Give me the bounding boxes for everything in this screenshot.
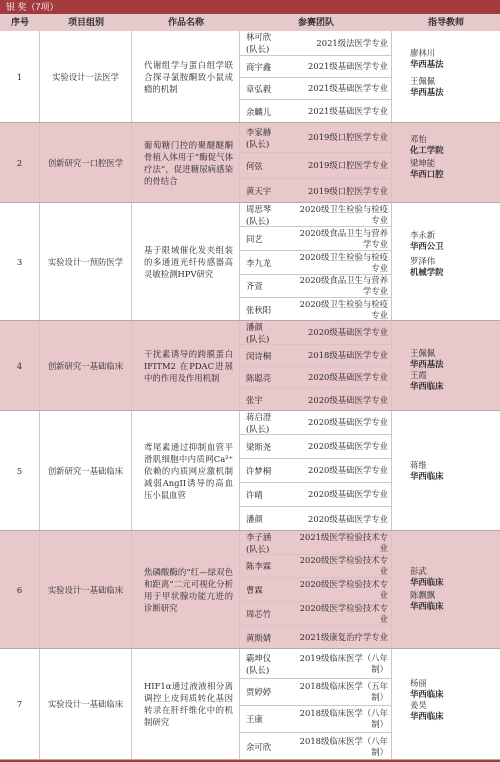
- advisor-cell: [392, 31, 500, 122]
- team-cell: [240, 31, 392, 122]
- member-major: 2021级康复治疗学专业: [299, 632, 388, 642]
- team-cell: [240, 203, 392, 320]
- member-name-text: 闵诗桐: [246, 350, 272, 361]
- member-name: [246, 251, 298, 274]
- team-cell: [240, 649, 392, 759]
- team-member: [240, 649, 392, 679]
- advisor-unit: 华西临床: [410, 711, 444, 721]
- team-member: [240, 483, 392, 507]
- advisor-name: 陈飘飘: [410, 590, 436, 600]
- member-name-text: 余可欣: [246, 741, 272, 752]
- advisor-cell: [392, 649, 500, 759]
- member-major: 2018级临床医学（八年制）: [299, 708, 388, 729]
- project-group: 创新研究一口腔医学: [40, 123, 132, 202]
- advisor-unit: 华西临床: [410, 689, 444, 699]
- advisor-unit: 华西基法: [410, 59, 444, 69]
- team-cell: [240, 321, 392, 410]
- advisor-name: 李永新: [410, 230, 436, 240]
- advisor-unit: 华西基法: [410, 359, 444, 369]
- awards-table: [0, 31, 500, 760]
- team-member: [240, 179, 392, 203]
- leader-tag: (队长): [246, 215, 270, 226]
- member-major: 2019级临床医学（八年制）: [299, 652, 388, 674]
- team-member: [240, 367, 392, 389]
- member-name: [246, 203, 298, 226]
- project-group: 实验设计一基础临床: [40, 649, 132, 759]
- member-major: 2020级基础医学专业: [308, 513, 388, 524]
- row-number: 4: [0, 321, 40, 410]
- member-name: [246, 435, 298, 458]
- leader-tag: (队长): [246, 333, 270, 344]
- team-member: [240, 298, 392, 321]
- member-major: 2021级医学检验技术专业: [299, 531, 388, 553]
- leader-tag: (队长): [246, 664, 270, 675]
- member-name: [246, 733, 298, 760]
- advisor-name: 罗泽伟: [410, 256, 436, 266]
- advisor-unit: 华西临床: [410, 601, 444, 611]
- member-name-text: 李九龙: [246, 257, 272, 268]
- member-major: 2020级基础医学专业: [308, 394, 388, 405]
- team-member: [240, 321, 392, 345]
- member-name-text: 霸坤仪: [246, 652, 272, 663]
- leader-tag: (队长): [246, 423, 270, 434]
- member-major: 2018级临床医学（八年制）: [299, 735, 388, 757]
- member-major: 2021级基础医学专业: [308, 106, 388, 116]
- table-row: [0, 203, 500, 321]
- project-title: 基于限域催化发夹组装的多通道光纤传感器高灵敏检测HPV研究: [132, 203, 240, 320]
- award-banner: 银 奖（7项）: [0, 0, 500, 14]
- member-name-text: 黄斯婧: [246, 632, 272, 643]
- member-name-text: 许梦桐: [246, 465, 272, 476]
- project-title: HIF1α通过液液相分离调控上皮间质转化基因转录在肝纤维化中的机制研究: [132, 649, 240, 759]
- leader-tag: (队长): [246, 543, 270, 554]
- member-name: [246, 367, 298, 388]
- member-name: [246, 78, 298, 99]
- member-name: [246, 507, 298, 531]
- advisor-unit: 机械学院: [410, 267, 444, 277]
- member-major: 2020级基础医学专业: [308, 441, 388, 451]
- member-name: [246, 578, 298, 601]
- team-member: [240, 153, 392, 179]
- advisor-cell: [392, 203, 500, 320]
- member-major: 2020级医学检验技术专业: [299, 602, 388, 624]
- member-name-text: 同艺: [246, 233, 263, 244]
- project-group: 实验设计一预防医学: [40, 203, 132, 320]
- team-member: [240, 251, 392, 275]
- row-number: 2: [0, 123, 40, 202]
- member-name-text: 张宇: [246, 395, 263, 405]
- advisor-cell: [392, 531, 500, 648]
- team-member: [240, 78, 392, 100]
- member-major: 2020级基础医学专业: [308, 465, 388, 475]
- project-group: 创新研究一基础临床: [40, 321, 132, 410]
- member-name-text: 陈李霖: [246, 561, 272, 571]
- team-member: [240, 435, 392, 459]
- member-name-text: 张秋阳: [246, 304, 272, 315]
- table-row: [0, 649, 500, 760]
- table-row: [0, 531, 500, 649]
- member-name-text: 蒋启澄: [246, 411, 272, 422]
- member-name: [246, 555, 298, 577]
- member-name: [246, 483, 298, 506]
- advisor-name: 姜昊: [410, 700, 427, 710]
- advisor-unit: 华西基法: [410, 87, 444, 97]
- member-major: 2020级基础医学专业: [308, 489, 388, 499]
- member-name: [246, 626, 298, 649]
- member-major: 2020级基础医学专业: [308, 417, 388, 427]
- member-name: [246, 123, 298, 152]
- member-major: 2021级基础医学专业: [308, 61, 388, 71]
- team-member: [240, 411, 392, 435]
- team-member: [240, 389, 392, 411]
- advisor-name: 梁坤能: [410, 158, 436, 168]
- member-name: [246, 459, 298, 482]
- team-member: [240, 507, 392, 531]
- member-name-text: 周芯竹: [246, 608, 272, 619]
- team-member: [240, 733, 392, 760]
- team-cell: [240, 531, 392, 648]
- leader-tag: (队长): [246, 138, 270, 149]
- team-member: [240, 31, 392, 56]
- advisor-unit: 华西临床: [410, 577, 444, 587]
- member-name-text: 王康: [246, 714, 263, 724]
- header-no: 序号: [10, 17, 29, 27]
- team-member: [240, 555, 392, 578]
- member-name-text: 潘颜: [246, 514, 263, 524]
- advisor-name: 王霞: [410, 370, 427, 380]
- advisor-name: 王佩佩: [410, 348, 436, 358]
- row-number: 3: [0, 203, 40, 320]
- advisor-unit: 化工学院: [410, 145, 444, 155]
- member-major: 2019级口腔医学专业: [308, 160, 388, 170]
- header-advisor: 指导教师: [427, 17, 464, 27]
- team-member: [240, 275, 392, 298]
- team-member: [240, 531, 392, 555]
- advisor-unit: 华西口腔: [410, 169, 444, 179]
- member-major: 2020级卫生检验与检疫专业: [299, 203, 388, 225]
- team-member: [240, 345, 392, 367]
- advisor-name: 蒋维: [410, 460, 427, 470]
- project-title: 焦磷酸酶的“红—绿双色和距离”二元可视化分析用于甲状腺功能亢进的诊断研究: [132, 531, 240, 648]
- project-title: 葡萄糖门控的聚醚醚酮骨植入体用于“酶促气体疗法”，促进糖尿病感染的骨结合: [132, 123, 240, 202]
- member-name-text: 黄天宇: [246, 186, 272, 196]
- member-name: [246, 179, 298, 203]
- advisor-unit: 华西公卫: [410, 241, 444, 251]
- team-member: [240, 679, 392, 706]
- project-title: 鸢尾素通过抑制血管平滑肌细胞中内质网Ca²⁺依赖的内质网应激机制减弱AngII诱导的高血压小鼠血管: [132, 411, 240, 530]
- team-member: [240, 100, 392, 123]
- project-group: 实验设计一法医学: [40, 31, 132, 122]
- row-number: 6: [0, 531, 40, 648]
- member-name-text: 齐萱: [246, 281, 263, 291]
- team-member: [240, 227, 392, 251]
- header-team: 参赛团队: [297, 17, 334, 27]
- member-name: [246, 31, 298, 55]
- header-title: 作品名称: [167, 17, 204, 27]
- member-name-text: 曹霖: [246, 584, 263, 595]
- member-name-text: 余麟儿: [246, 106, 272, 117]
- advisor-name: 杨丽: [410, 678, 427, 688]
- advisor-unit: 华西临床: [410, 381, 444, 391]
- member-name-text: 许晴: [246, 489, 263, 500]
- member-name: [246, 298, 298, 321]
- member-major: 2020级医学检验技术专业: [299, 555, 388, 576]
- member-major: 2019级口腔医学专业: [308, 185, 388, 196]
- member-name-text: 周思琴: [246, 203, 272, 214]
- project-group: 创新研究一基础临床: [40, 411, 132, 530]
- advisor-name: 彭武: [410, 566, 427, 576]
- table-row: [0, 321, 500, 411]
- member-name: [246, 345, 298, 366]
- member-name: [246, 56, 298, 77]
- member-name: [246, 649, 298, 678]
- advisor-cell: [392, 411, 500, 530]
- advisor-name: 廖林川: [410, 48, 436, 58]
- team-member: [240, 123, 392, 153]
- member-name: [246, 100, 298, 123]
- member-major: 2019级口腔医学专业: [308, 132, 388, 142]
- team-member: [240, 56, 392, 78]
- row-number: 1: [0, 31, 40, 122]
- member-major: 2020级食品卫生与营养学专业: [299, 275, 388, 296]
- team-member: [240, 203, 392, 227]
- member-name: [246, 679, 298, 705]
- member-name: [246, 275, 298, 297]
- project-title: 干扰素诱导的跨膜蛋白 IFITM2 在PDAC进展中的作用及作用机制: [132, 321, 240, 410]
- member-name: [246, 531, 298, 554]
- member-major: 2020级卫生检验与检疫专业: [299, 298, 388, 320]
- header-group: 项目组别: [67, 17, 104, 27]
- team-member: [240, 626, 392, 649]
- member-major: 2021级法医学专业: [316, 37, 388, 48]
- advisor-name: 邓怡: [410, 134, 427, 144]
- team-member: [240, 602, 392, 626]
- member-name-text: 林可欣: [246, 32, 272, 42]
- member-name: [246, 227, 298, 250]
- member-major: 2021级基础医学专业: [308, 83, 388, 93]
- table-row: [0, 31, 500, 123]
- member-name: [246, 153, 298, 178]
- member-name-text: 陈聪亮: [246, 372, 272, 383]
- member-name: [246, 411, 298, 434]
- member-name: [246, 389, 298, 411]
- member-name-text: 李家赫: [246, 126, 272, 137]
- team-member: [240, 459, 392, 483]
- member-major: 2020级基础医学专业: [308, 372, 388, 382]
- project-group: 实验设计一基础临床: [40, 531, 132, 648]
- advisor-name: 王佩佩: [410, 76, 436, 86]
- member-name: [246, 321, 298, 344]
- advisor-cell: [392, 321, 500, 410]
- member-name-text: 商宇鑫: [246, 61, 272, 72]
- member-major: 2020级基础医学专业: [308, 327, 388, 337]
- member-major: 2020级食品卫生与营养学专业: [299, 227, 388, 249]
- leader-tag: (队长): [246, 44, 270, 54]
- advisor-cell: [392, 123, 500, 202]
- member-name-text: 章弘毅: [246, 83, 272, 94]
- team-cell: [240, 411, 392, 530]
- member-major: 2018级基础医学专业: [308, 350, 388, 360]
- member-major: 2020级卫生检验与检疫专业: [299, 251, 388, 273]
- team-member: [240, 706, 392, 733]
- member-major: 2020级医学检验技术专业: [299, 578, 388, 600]
- team-member: [240, 578, 392, 602]
- table-row: [0, 123, 500, 203]
- member-name: [246, 602, 298, 625]
- table-header: [0, 14, 500, 31]
- row-number: 7: [0, 649, 40, 759]
- table-row: [0, 411, 500, 531]
- row-number: 5: [0, 411, 40, 530]
- member-name: [246, 706, 298, 732]
- member-name-text: 李子涵: [246, 531, 272, 542]
- advisor-unit: 华西临床: [410, 471, 444, 481]
- member-name-text: 贾婷婷: [246, 687, 272, 697]
- project-title: 代谢组学与蛋白组学联合探寻氯胺酮致小鼠成瘾的机制: [132, 31, 240, 122]
- team-cell: [240, 123, 392, 202]
- member-name-text: 潘颜: [246, 321, 263, 332]
- member-name-text: 梁斯尧: [246, 441, 272, 452]
- member-name-text: 何弦: [246, 160, 263, 171]
- member-major: 2018级临床医学（五年制）: [299, 681, 388, 702]
